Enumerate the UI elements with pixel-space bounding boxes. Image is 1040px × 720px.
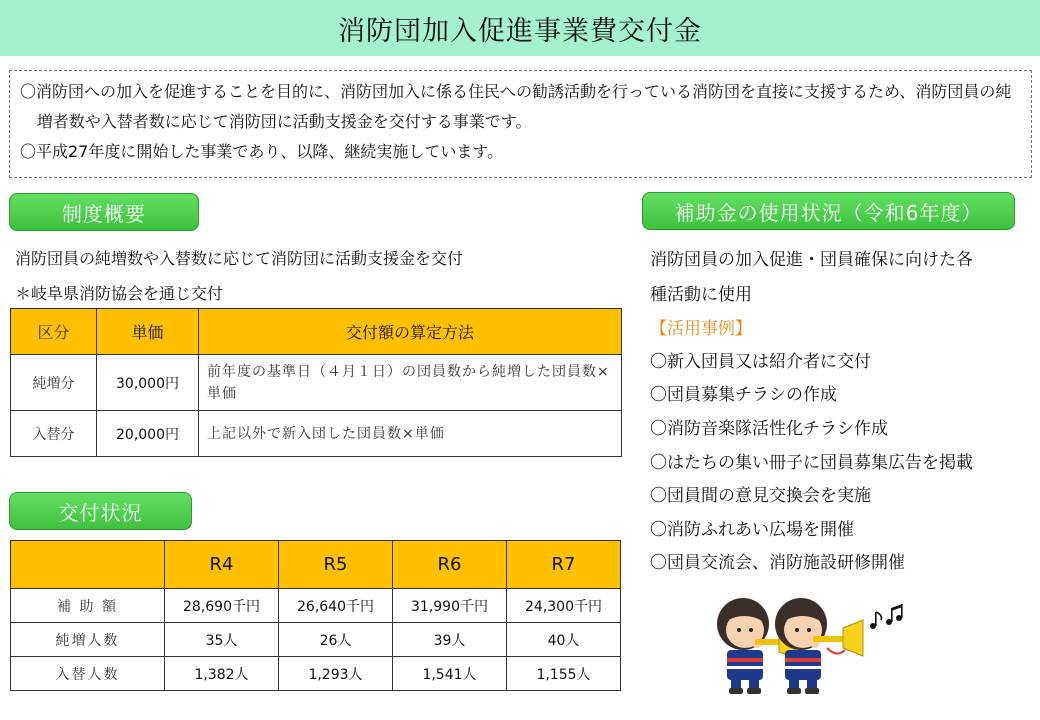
- table-cell: 1,541人: [393, 657, 507, 691]
- table-cell: 1,382人: [165, 657, 279, 691]
- table-row: [11, 657, 621, 691]
- col-header-blank: [11, 541, 165, 589]
- status-heading: 交付状況: [9, 492, 192, 530]
- page-title: 消防団加入促進事業費交付金: [338, 15, 702, 47]
- usage-example-item: 〇消防ふれあい広場を開催: [650, 520, 854, 540]
- table-cell: 39人: [393, 623, 507, 657]
- intro-line-1: 〇消防団への加入を促進することを目的に、消防団加入に係る住民への勧誘活動を行っている消防団を直接に支援するため、消防団員の純増者数や入替者数に応じて消防団に活動支援金を交付する事業です。: [20, 82, 1012, 131]
- col-header-price: 単価: [97, 309, 199, 355]
- overview-heading: 制度概要: [9, 193, 199, 231]
- cell-kubun: 入替分: [11, 411, 97, 457]
- overview-desc-2: ＊岐阜県消防協会を通じ交付: [15, 284, 224, 303]
- table-header-row: [11, 309, 622, 355]
- table-cell: 26人: [279, 623, 393, 657]
- table-row: [11, 355, 622, 411]
- table-cell: 1,293人: [279, 657, 393, 691]
- overview-table: [10, 308, 622, 457]
- title-bar: [0, 0, 1040, 56]
- table-cell: 1,155人: [507, 657, 621, 691]
- usage-example-item: 〇はたちの集い冊子に団員募集広告を掲載: [650, 453, 973, 473]
- examples-label: 【活用事例】: [650, 319, 752, 339]
- usage-example-item: 〇消防音楽隊活性化チラシ作成: [650, 419, 888, 439]
- table-cell: 28,690千円: [165, 589, 279, 623]
- cell-method: 上記以外で新入団した団員数×単価: [199, 411, 622, 457]
- col-header-r4: R4: [165, 541, 279, 589]
- status-table: [10, 540, 621, 691]
- cell-price: 30,000円: [97, 355, 199, 411]
- col-header-r6: R6: [393, 541, 507, 589]
- usage-desc-1: 消防団員の加入促進・団員確保に向けた各: [650, 250, 973, 270]
- usage-example-item: 〇新入団員又は紹介者に交付: [650, 352, 871, 372]
- table-header-row: [11, 541, 621, 589]
- intro-line-2: 〇平成27年度に開始した事業であり、以降、継続実施しています。: [20, 142, 504, 161]
- firefighter-figure-left: [717, 598, 769, 694]
- table-cell: 35人: [165, 623, 279, 657]
- usage-heading: 補助金の使用状況（令和6年度）: [642, 192, 1015, 230]
- usage-example-item: 〇団員募集チラシの作成: [650, 385, 837, 405]
- usage-example-item: 〇団員交流会、消防施設研修開催: [650, 553, 905, 573]
- music-note-icon: [870, 604, 903, 629]
- intro-box: [9, 70, 1032, 178]
- cell-method: 前年度の基準日（４月１日）の団員数から純増した団員数×単価: [199, 355, 622, 411]
- table-cell: 24,300千円: [507, 589, 621, 623]
- firefighter-band-illustration: [705, 588, 905, 698]
- col-header-r5: R5: [279, 541, 393, 589]
- table-row: [11, 589, 621, 623]
- table-cell: 31,990千円: [393, 589, 507, 623]
- cell-kubun: 純増分: [11, 355, 97, 411]
- cell-price: 20,000円: [97, 411, 199, 457]
- usage-desc-2: 種活動に使用: [650, 285, 752, 305]
- table-row: [11, 411, 622, 457]
- table-cell: 26,640千円: [279, 589, 393, 623]
- overview-desc-1: 消防団員の純増数や入替数に応じて消防団に活動支援金を交付: [15, 249, 464, 268]
- col-header-kubun: 区分: [11, 309, 97, 355]
- col-header-r7: R7: [507, 541, 621, 589]
- usage-example-item: 〇団員間の意見交換会を実施: [650, 486, 871, 506]
- table-cell: 40人: [507, 623, 621, 657]
- row-label: 入替人数: [11, 657, 165, 691]
- table-row: [11, 623, 621, 657]
- row-label: 補 助 額: [11, 589, 165, 623]
- col-header-method: 交付額の算定方法: [199, 309, 622, 355]
- row-label: 純増人数: [11, 623, 165, 657]
